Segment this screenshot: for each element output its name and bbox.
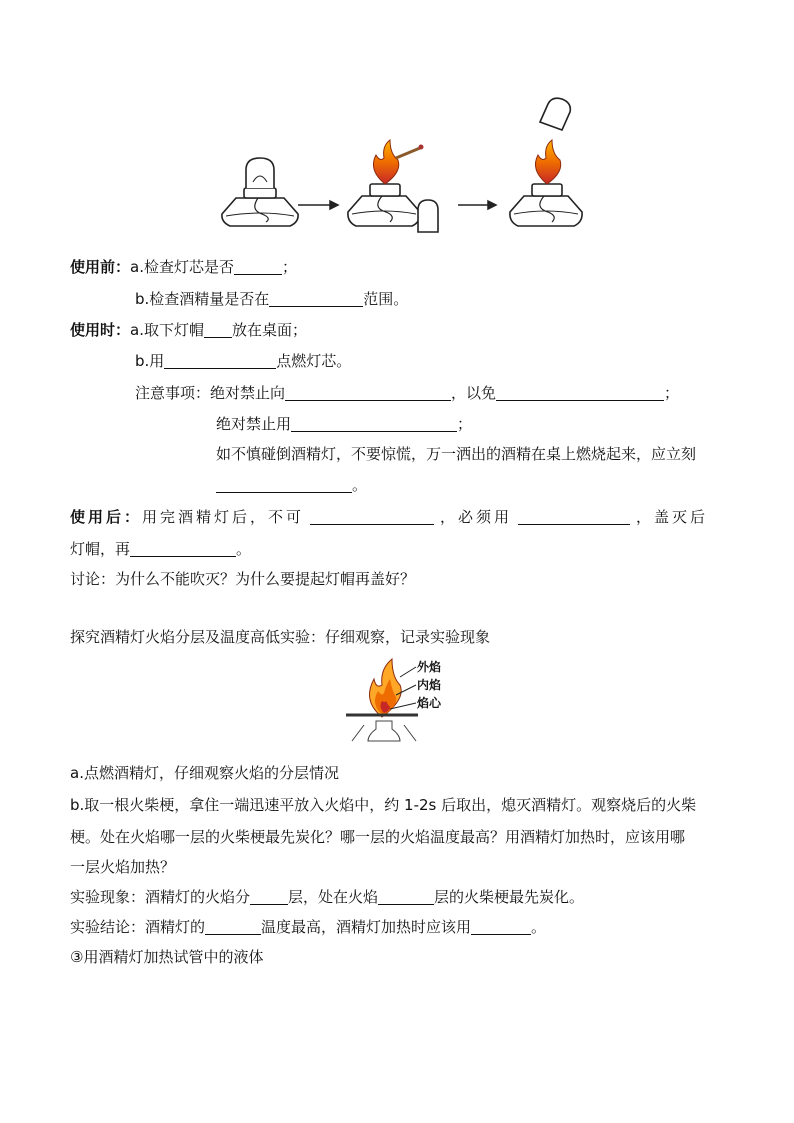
lamp-with-cap [222, 158, 298, 226]
during-use-line-b: b.用 点燃灯芯。 [135, 352, 352, 370]
notes-line-3: 如不慎碰倒酒精灯，不要惊慌，万一洒出的酒精在桌上燃烧起来，应立刻 [216, 445, 697, 463]
blank-cap-placement[interactable] [204, 321, 232, 338]
blank-forbidden-ignite[interactable] [291, 415, 457, 432]
blank-ignition-tool[interactable] [164, 352, 276, 369]
blank-alcohol-range[interactable] [269, 290, 363, 307]
lamp-flame [535, 140, 560, 184]
during-use-line-a: 使用时：a.取下灯帽 放在桌面； [70, 321, 307, 339]
after-use-line-1: 使用后：用完酒精灯后，不可 ，必须用 ，盖灭后 [70, 508, 709, 526]
experiment-conclusion: 实验结论：酒精灯的 温度最高，酒精灯加热时应该用 。 [70, 918, 547, 936]
experiment-title: 探究酒精灯火焰分层及温度高低实验：仔细观察，记录实验现象 [70, 628, 491, 646]
flame-label-inner: 内焰 [417, 678, 442, 692]
blank-avoid-consequence[interactable] [496, 384, 664, 401]
blank-heating-layer[interactable] [471, 918, 531, 935]
blank-fire-response[interactable] [216, 476, 352, 493]
blank-after-cap[interactable] [130, 540, 236, 557]
blank-layer-count[interactable] [250, 888, 288, 905]
notes-label: 注意事项： [135, 384, 211, 402]
lamp-flame [373, 140, 398, 184]
alcohol-lamp-illustration [0, 0, 794, 250]
lamp-being-lit [348, 184, 420, 226]
match-stick [396, 148, 420, 158]
notes-line-4: 。 [216, 474, 367, 495]
notes-line-2: 绝对禁止用 ； [216, 415, 473, 433]
experiment-step-b-line-1: b.取一根火柴梗，拿住一端迅速平放入火焰中，约 1-2s 后取出，熄灭酒精灯。观察烧后的火柴 [70, 796, 697, 814]
lamp-cap-raised [540, 98, 570, 130]
experiment-step-a: a.点燃酒精灯，仔细观察火焰的分层情况 [70, 764, 339, 782]
blank-not-allowed[interactable] [310, 508, 434, 525]
flame-layers-diagram [340, 655, 460, 747]
next-section-heading: ③用酒精灯加热试管中的液体 [70, 948, 264, 966]
blank-forbidden-add[interactable] [285, 384, 451, 401]
arrow-icon [458, 201, 496, 209]
flame-label-core: 焰心 [417, 696, 442, 710]
before-use-heading: 使用前： [70, 258, 131, 276]
notes-line-1: 注意事项：绝对禁止向 ，以免 ； [135, 384, 680, 402]
blank-char-layer[interactable] [378, 888, 434, 905]
experiment-phenomenon: 实验现象：酒精灯的火焰分 层，处在火焰 层的火柴梗最先炭化。 [70, 888, 585, 906]
experiment-step-b-line-2: 梗。处在火焰哪一层的火柴梗最先炭化？哪一层的火焰温度最高？用酒精灯加热时，应该用哪 [70, 828, 686, 846]
lamp-lit [510, 184, 582, 226]
blank-hottest-layer[interactable] [205, 918, 261, 935]
blank-extinguish-with[interactable] [518, 508, 630, 525]
discussion: 讨论：为什么不能吹灭？为什么要提起灯帽再盖好？ [70, 570, 416, 588]
before-use-line-a: 使用前：a.检查灯芯是否 ； [70, 258, 297, 276]
during-use-heading: 使用时： [70, 321, 131, 339]
after-use-line-2: 灯帽，再 。 [70, 540, 252, 558]
blank-wick-check[interactable] [234, 258, 282, 275]
lamp-cap [418, 200, 438, 232]
experiment-step-b-line-3: 一层火焰加热？ [70, 858, 176, 876]
arrow-icon [298, 201, 338, 209]
before-use-line-b: b.检查酒精量是否在 范围。 [135, 290, 409, 308]
flame-label-outer: 外焰 [417, 660, 442, 674]
after-use-heading: 使用后： [70, 508, 143, 526]
